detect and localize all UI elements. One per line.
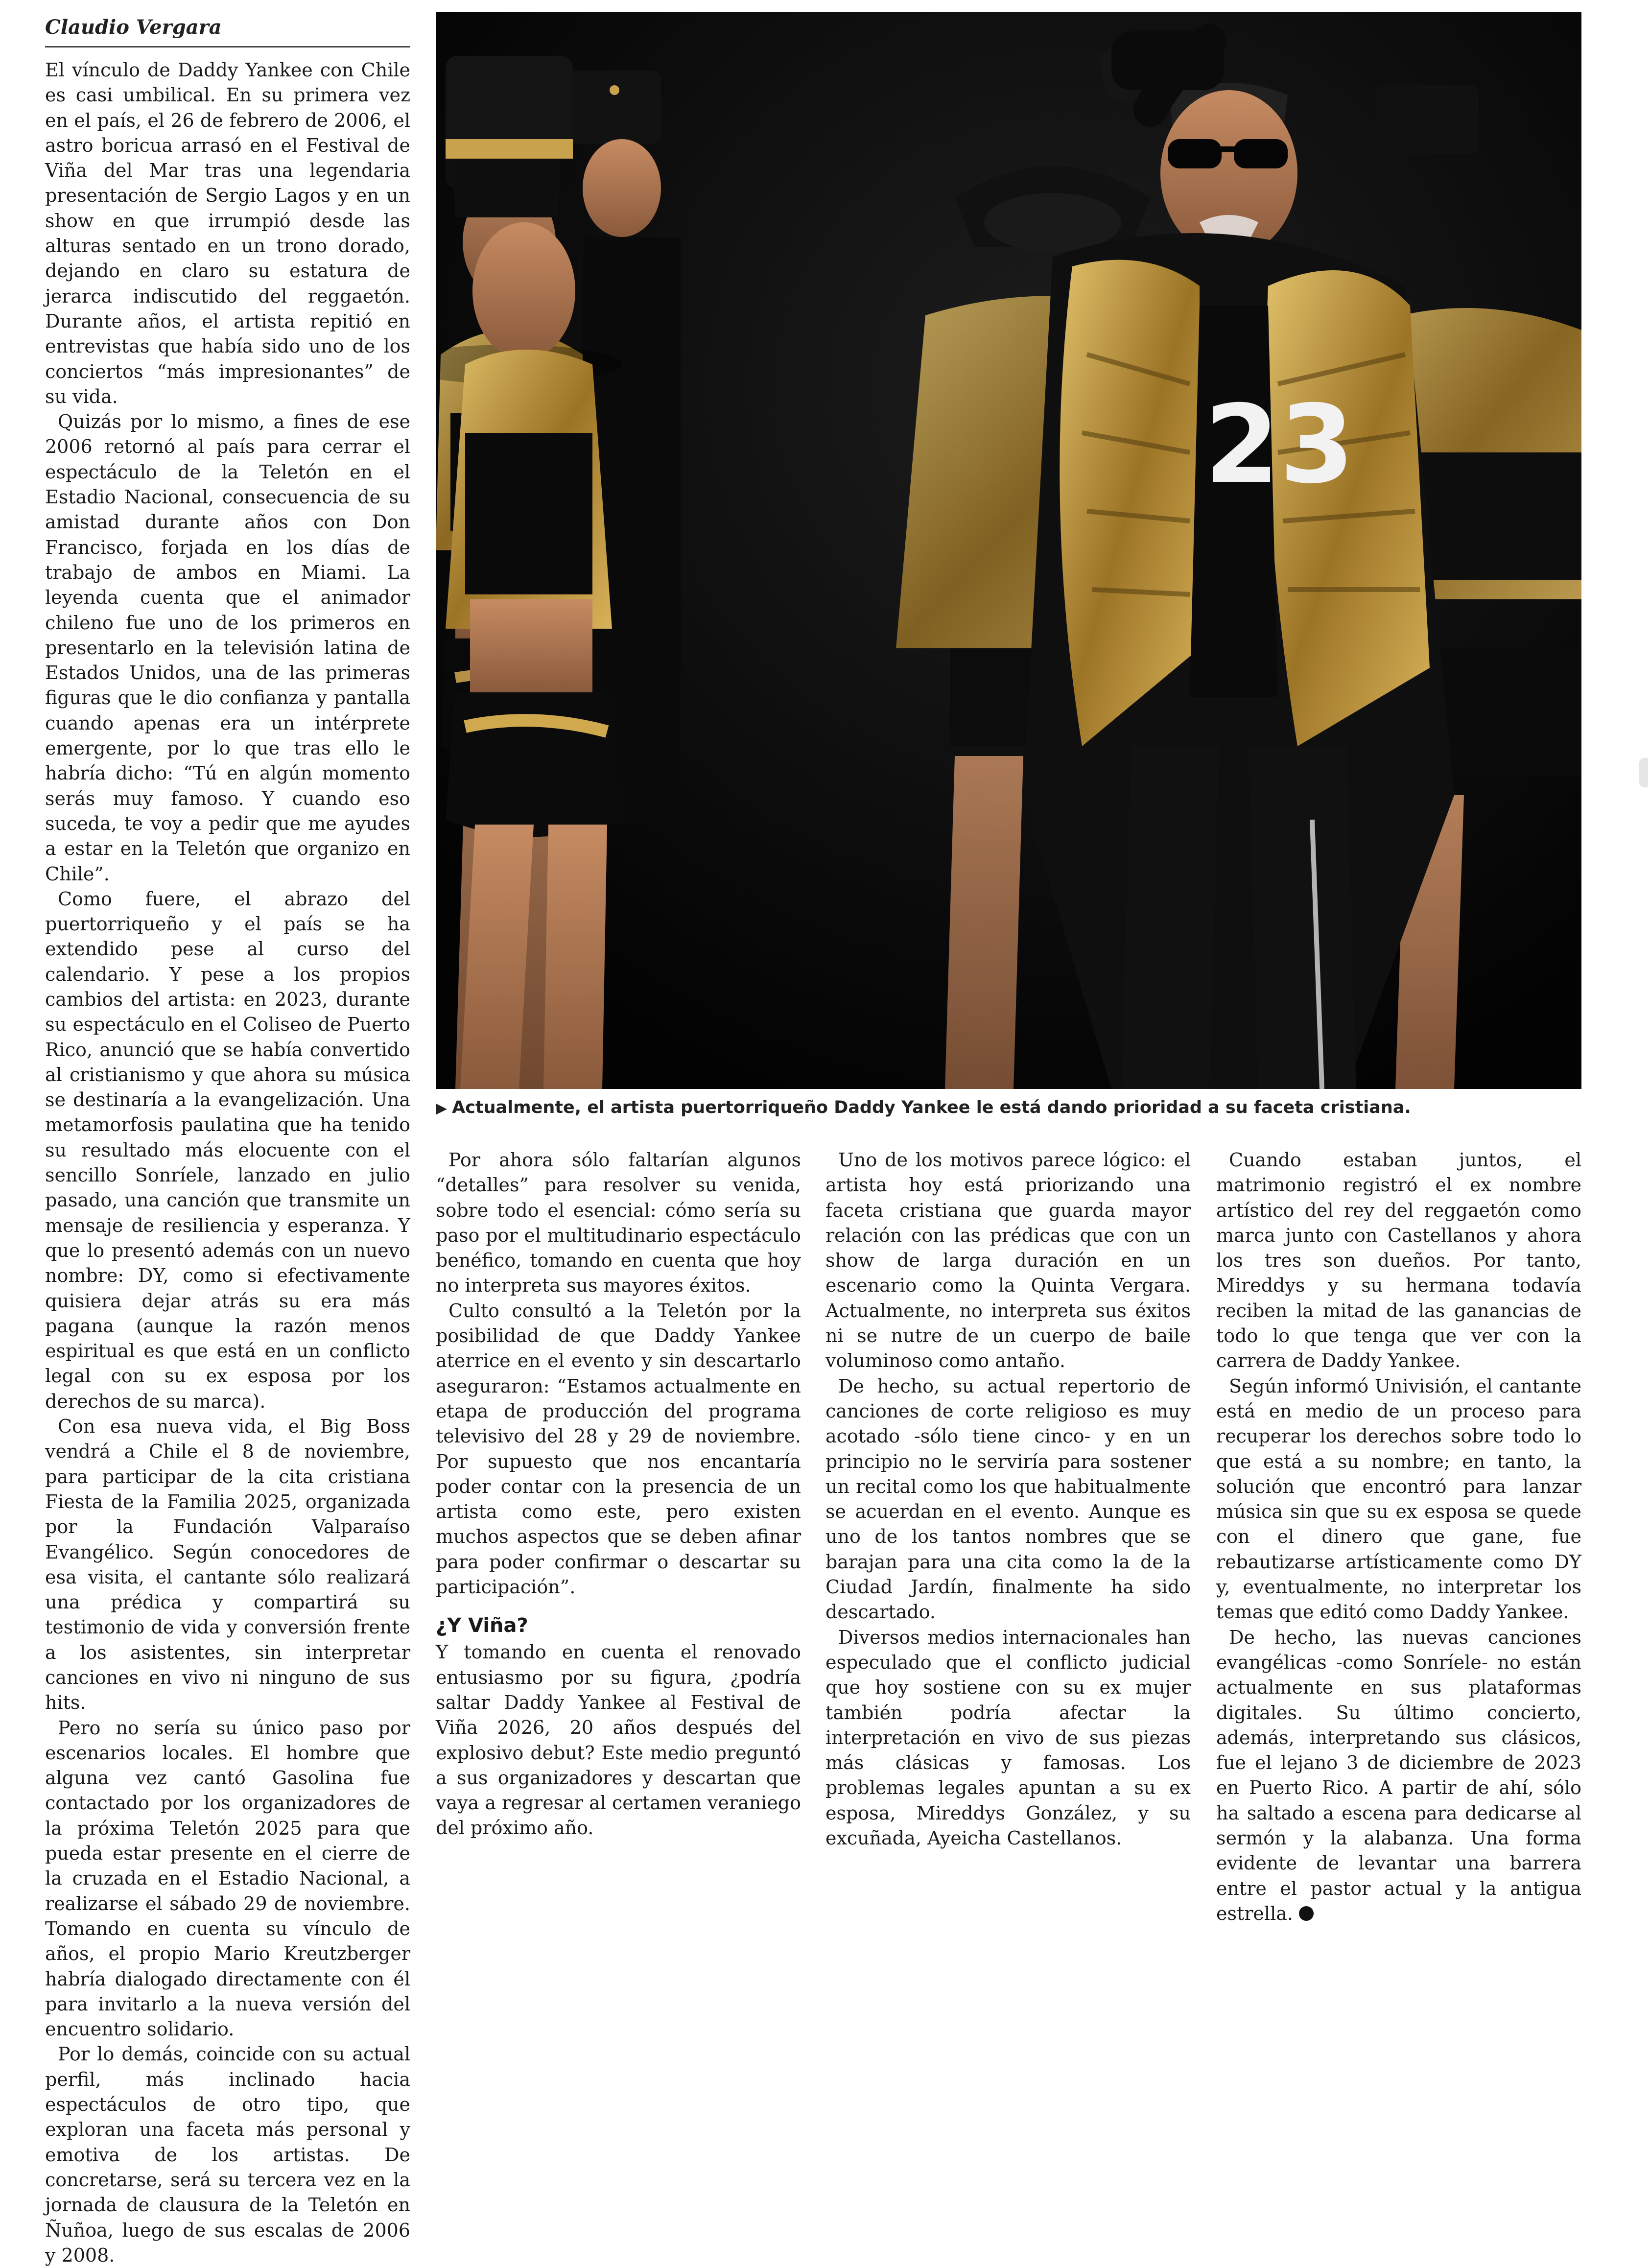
paragraph: Y tomando en cuenta el renovado entusiasmo por su figura, ¿podría saltar Daddy Yankee al Festival de Viña 2026, 20 años después del explosivo debut? Este medio preguntó a sus organizadores y descartan que vaya a regresar al certamen veraniego del próximo año. xyxy=(436,1641,801,1839)
concert-photo xyxy=(436,12,1581,1089)
paragraph: Culto consultó a la Teletón por la posibilidad de que Daddy Yankee aterrice en el evento y sin descartarlo aseguraron: “Estamos actualmente en etapa de producción del programa televisivo del 28 y 29 de noviembre. Por supuesto que nos encantaría poder contar con la presencia de un artista como este, pero existen muchos aspectos que se deben afinar para poder confirmar o descartar su participación”. xyxy=(436,1299,801,1598)
paragraph: Diversos medios internacionales han especulado que el conflicto judicial que hoy sostiene con su ex mujer también podría afectar la interpretación en vivo de sus piezas más clásicas y famosas. Los problemas legales apuntan a su ex esposa, Mireddys González, y su excuñada, Ayeicha Castellanos. xyxy=(825,1626,1191,1849)
paragraph: Por ahora sólo faltarían algunos “detalles” para resolver su venida, sobre todo el esencial: cómo sería su paso por el multitudinario espectáculo benéfico, tomando en cuenta que hoy no interpreta sus mayores éxitos. xyxy=(436,1149,801,1297)
paragraph: Como fuere, el abrazo del puertorriqueño y el país se ha extendido pese al curso del calendario. Y pese a los propios cambios del artista: en 2023, durante su espectáculo en el Coliseo de Puerto Rico, anunció que se había convertido al cristianismo y que ahora su música se destinaría a la evangelización. Una metamorfosis paulatina que ha tenido su resultado más elocuente con el sencillo Sonríele, lanzado en julio pasado, una canción que transmite un mensaje de resiliencia y esperanza. Y que lo presentó además con un nuevo nombre: DY, como si efectivamente quisiera dejar atrás su era más pagana (aunque la razón menos espiritual es que está en un conflicto legal con su ex esposa por los derechos de su marca). xyxy=(45,888,410,1412)
byline: Claudio Vergara xyxy=(45,16,222,39)
paragraph: Por lo demás, coincide con su actual perfil, más inclinado hacia espectáculos de otro tipo, que exploran una faceta más personal y emotiva de los artistas. De concretarse, será su tercera vez en la jornada de clausura de la Teletón en Ñuñoa, luego de sus escalas de 2006 y 2008. xyxy=(45,2043,410,2266)
photo-caption xyxy=(436,1095,1581,1121)
paragraph: Quizás por lo mismo, a fines de ese 2006 retornó al país para cerrar el espectáculo de la Teletón en el Estadio Nacional, consecuencia de su amistad durante años con Don Francisco, forjada en los días de trabajo de ambos en Miami. La leyenda cuenta que el animador chileno fue uno de los primeros en presentarlo en la televisión latina de Estados Unidos, una de las primeras figuras que le dio confianza y pantalla cuando apenas era un intérprete emergente, por lo que tras ello le habría dicho: “Tú en algún momento serás muy famoso. Y cuando eso suceda, te voy a pedir que me ayudes a estar en la Teletón que organizo en Chile”. xyxy=(45,411,410,885)
concert-photo-icon xyxy=(436,12,1581,1089)
final-paragraph-text: De hecho, las nuevas canciones evangélicas -como Sonríele- no están actualmente en sus plataformas digitales. Su último concierto, además, interpretando sus clásicos, fue el lejano 3 de diciembre de 2023 en Puerto Rico. A partir de ahí, sólo ha saltado a escena para dedicarse al sermón y la alabanza. Una forma evidente de levantar una barrera entre el pastor actual y la antigua estrella. xyxy=(1216,1626,1581,1924)
article-column-3 xyxy=(825,1148,1191,1851)
article-column-4 xyxy=(1216,1148,1581,1926)
paragraph: Pero no sería su único paso por escenarios locales. El hombre que alguna vez cantó Gasolina fue contactado por los organizadores de la próxima Teletón 2025 para que pueda estar presente en el cierre de la cruzada en el Estadio Nacional, a realizarse el sábado 29 de noviembre. Tomando en cuenta su vínculo de años, el propio Mario Kreutzberger habría dialogado directamente con él para invitarlo a la nueva versión del encuentro solidario. xyxy=(45,1717,410,2040)
page-edge-tab xyxy=(1639,758,1648,787)
paragraph: Cuando estaban juntos, el matrimonio registró el ex nombre artístico del rey del reggaetón como marca junto con Castellanos y ahora los tres son dueños. Por tanto, Mireddys y su hermana todavía reciben la mitad de las ganancias de todo lo que tenga que ver con la carrera de Daddy Yankee. xyxy=(1216,1149,1581,1372)
paragraph: Uno de los motivos parece lógico: el artista hoy está priorizando una faceta cristiana que guarda mayor relación con las prédicas que con un show de larga duración en un escenario como la Quinta Vergara. Actualmente, no interpreta sus éxitos ni se nutre de un cuerpo de baile voluminoso como antaño. xyxy=(825,1149,1191,1372)
article-column-1 xyxy=(45,58,410,2268)
paragraph xyxy=(1216,1625,1581,1927)
article-column-2 xyxy=(436,1148,801,1841)
byline-rule xyxy=(45,46,410,47)
caption-marker-icon: ▶ xyxy=(436,1100,448,1117)
caption-text: Actualmente, el artista puertorriqueño Daddy Yankee le está dando prioridad a su faceta cristiana. xyxy=(452,1098,1411,1117)
svg-text:23: 23 xyxy=(1204,382,1355,507)
end-of-article-icon xyxy=(1299,1906,1314,1921)
paragraph: El vínculo de Daddy Yankee con Chile es casi umbilical. En su primera vez en el país, el 26 de febrero de 2006, el astro boricua arrasó en el Festival de Viña del Mar tras una legendaria presentación de Sergio Lagos y en un show en que irrumpió desde las alturas sentado en un trono dorado, dejando en claro su estatura de jerarca indiscutido del reggaetón. Durante años, el artista repitió en entrevistas que había sido uno de los conciertos “más impresionantes” de su vida. xyxy=(45,59,410,407)
paragraph: De hecho, su actual repertorio de canciones de corte religioso es muy acotado -sólo tiene cinco- y en un principio no le serviría para sostener un recital como los que habitualmente se acuerdan en el evento. Aunque es uno de los tantos nombres que se barajan para una cita como la de la Ciudad Jardín, finalmente ha sido descartado. xyxy=(825,1375,1191,1623)
paragraph: Con esa nueva vida, el Big Boss vendrá a Chile el 8 de noviembre, para participar de la cita cristiana Fiesta de la Familia 2025, organizada por la Fundación Valparaíso Evangélico. Según conocedores de esa visita, el cantante sólo realizará una prédica y compartirá su testimonio de vida y conversión frente a los asistentes, sin interpretar canciones en vivo ni ninguno de sus hits. xyxy=(45,1416,410,1714)
subheading: ¿Y Viña? xyxy=(436,1614,528,1637)
paragraph: Según informó Univisión, el cantante está en medio de un proceso para recuperar los derechos sobre todo lo que está a su nombre; en tanto, la solución que encontró para lanzar música sin que su ex esposa se quede con el dinero que gane, fue rebautizarse artísticamente como DY y, eventualmente, no interpretar los temas que editó como Daddy Yankee. xyxy=(1216,1375,1581,1623)
